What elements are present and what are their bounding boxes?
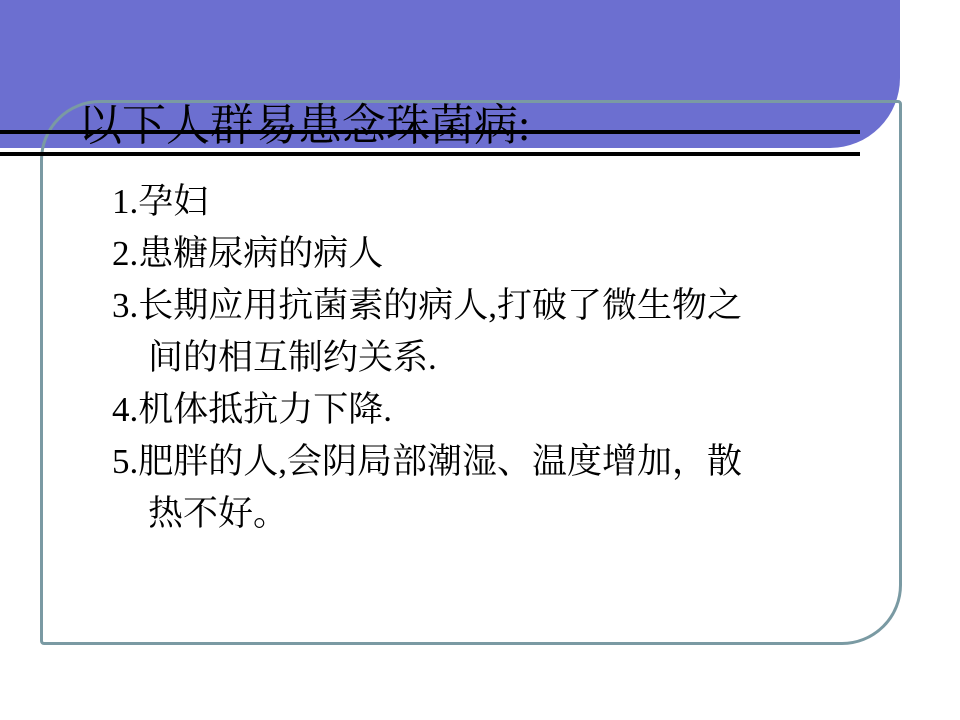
- list-item: 4.机体抵抗力下降.: [112, 390, 393, 429]
- list-item-continuation: 热不好。: [148, 494, 289, 533]
- title-rule-bottom: [0, 152, 860, 156]
- list-item-continuation: 间的相互制约关系.: [148, 338, 437, 377]
- slide-title-block: [0, 101, 860, 170]
- content-list: [112, 176, 902, 540]
- list-item: 5.肥胖的人,会阴局部潮湿、温度增加，散: [112, 442, 743, 481]
- list-item: 3.长期应用抗菌素的病人,打破了微生物之: [112, 286, 743, 325]
- list-item: 1.孕妇: [112, 182, 209, 221]
- page-title: 以下人群易患念珠菌病:: [78, 101, 531, 150]
- list-item: 2.患糖尿病的病人: [112, 234, 384, 273]
